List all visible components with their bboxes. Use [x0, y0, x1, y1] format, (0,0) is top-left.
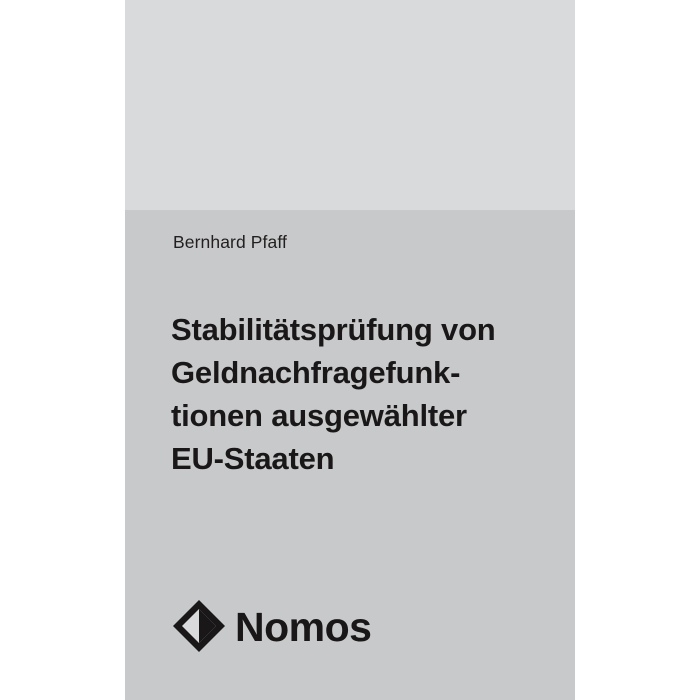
nomos-diamond-logo-icon — [173, 600, 225, 652]
book-title — [171, 308, 553, 480]
book-cover — [125, 0, 575, 700]
publisher-name: Nomos — [235, 603, 372, 650]
title-line: EU-Staaten — [171, 441, 335, 476]
publisher-logo — [173, 600, 371, 652]
title-line: Geldnachfragefunk- — [171, 355, 461, 390]
author-name: Bernhard Pfaff — [173, 232, 287, 252]
title-line: tionen ausgewählter — [171, 398, 467, 433]
title-line: Stabilitätsprüfung von — [171, 312, 496, 347]
